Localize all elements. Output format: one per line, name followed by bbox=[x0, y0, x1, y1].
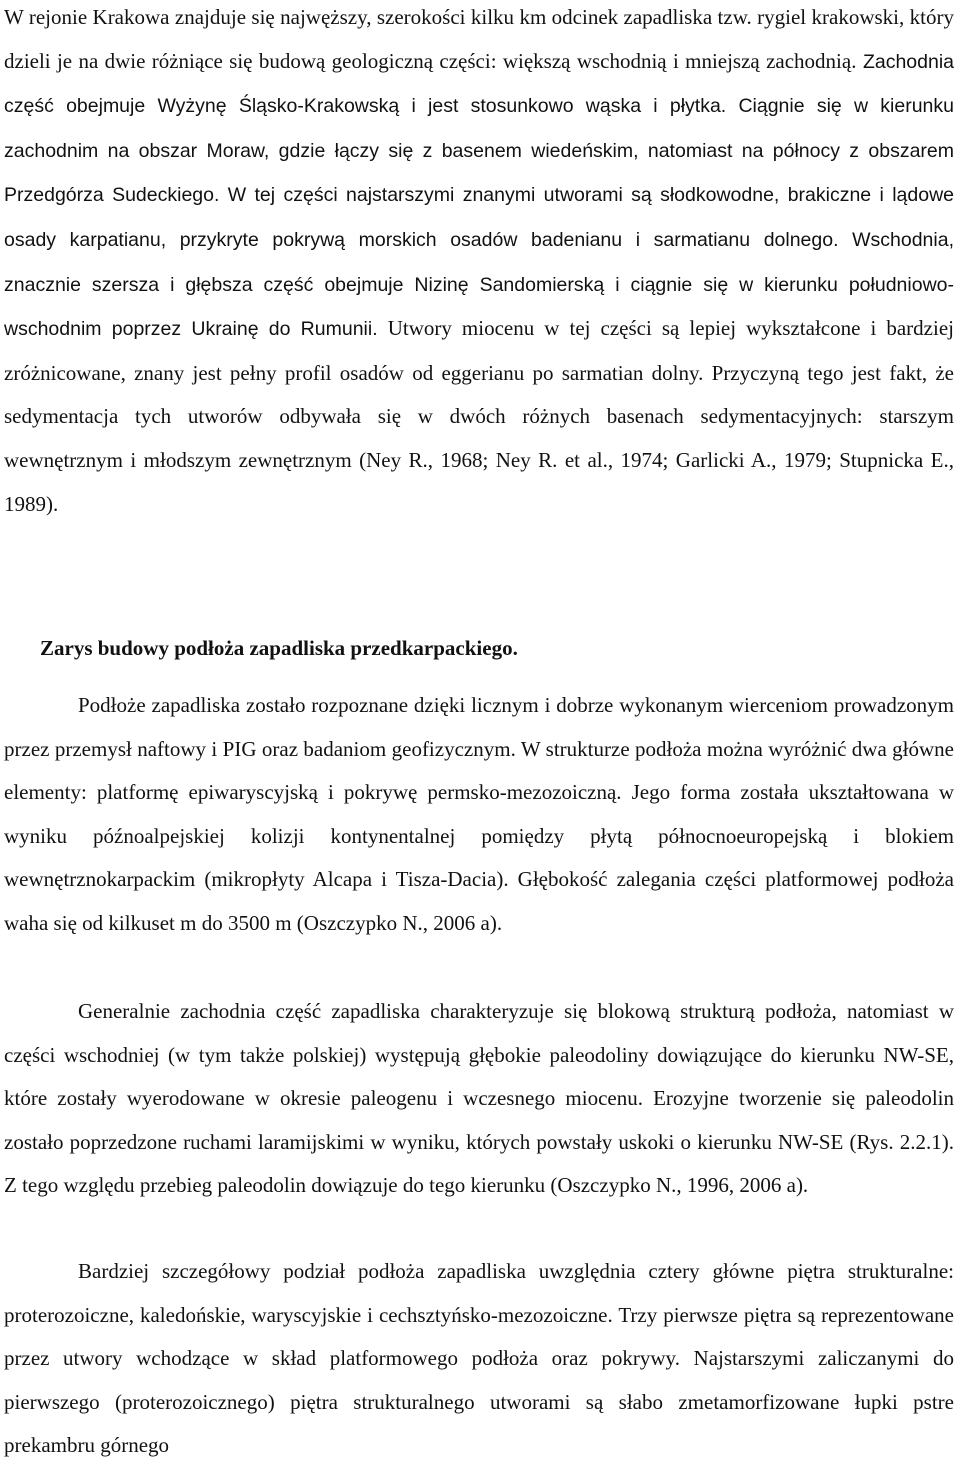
paragraph-text-sans: Zachodnia część obejmuje Wyżynę Śląsko-Krakowską i jest stosunkowo wąska i płytka. Ciągnie się w kierunku zachodnim na obszar Moraw, gdzie łączy się z basenem wiedeńskim, natomiast na północy z obszarem Przedgórza Sudeckiego. W tej części najstarszymi znanymi utworami są słodkowodne, brakiczne i lądowe osady karpatianu, przykryte pokrywą morskich osadów badenianu i sarmatianu dolnego. Wschodnia, znacznie szersza i głębsza część obejmuje Nizinę Sandomierską i ciągnie się w kierunku południowo-wschodnim poprzez Ukrainę do Rumunii. bbox=[4, 50, 955, 341]
paragraph-pietra-strukturalne bbox=[4, 1250, 954, 1468]
paragraph-podloze bbox=[4, 684, 954, 946]
section-heading: Zarys budowy podłoża zapadliska przedkarpackiego. bbox=[40, 636, 518, 660]
paragraph-text-serif: W rejonie Krakowa znajduje się najwęższy, szerokości kilku km odcinek zapadliska tzw. rygiel krakowski, który dzieli je na dwie różniące się budową geologiczną części: większą wschodnią i mniejszą zachodnią. bbox=[4, 5, 954, 73]
paragraph-rejon-krakowa bbox=[4, 0, 954, 526]
paragraph-text: Generalnie zachodnia część zapadliska charakteryzuje się blokową strukturą podłoża, natomiast w części wschodniej (w tym także polskiej) występują głębokie paleodoliny dowiązujące do kierunku NW-SE, które zostały wyerodowane w okresie paleogenu i wczesnego miocenu. Erozyjne tworzenie się paleodolin zostało poprzedzone ruchami laramijskimi w wyniku, których powstały uskoki o kierunku NW-SE (Rys. 2.2.1). Z tego względu przebieg paleodolin dowiązuje do tego kierunku (Oszczypko N., 1996, 2006 a). bbox=[4, 999, 954, 1198]
paragraph-text-serif-cont: Utwory miocenu w tej części są lepiej wykształcone i bardziej zróżnicowane, znany jest pełny profil osadów od eggerianu po sarmatian dolny. Przyczyną tego jest fakt, że sedymentacja tych utworów odbywała się w dwóch różnych basenach sedymentacyjnych: starszym wewnętrznym i młodszym zewnętrznym (Ney R., 1968; Ney R. et al., 1974; Garlicki A., 1979; Stupnicka E., 1989). bbox=[4, 316, 954, 516]
paragraph-paleodoliny bbox=[4, 990, 954, 1208]
paragraph-text: Podłoże zapadliska zostało rozpoznane dzięki licznym i dobrze wykonanym wierceniom prowadzonym przez przemysł naftowy i PIG oraz badaniom geofizycznym. W strukturze podłoża można wyróżnić dwa główne elementy: platformę epiwaryscyjską i pokrywę permsko-mezozoiczną. Jego forma została ukształtowana w wyniku późnoalpejskiej kolizji kontynentalnej pomiędzy płytą północnoeuropejską i blokiem wewnętrznokarpackim (mikropłyty Alcapa i Tisza-Dacia). Głębokość zalegania części platformowej podłoża waha się od kilkuset m do 3500 m (Oszczypko N., 2006 a). bbox=[4, 693, 954, 935]
paragraph-text: Bardziej szczegółowy podział podłoża zapadliska uwzględnia cztery główne piętra strukturalne: proterozoiczne, kaledońskie, waryscyjskie i cechsztyńsko-mezozoiczne. Trzy pierwsze piętra są reprezentowane przez utwory wchodzące w skład platformowego podłoża oraz pokrywy. Najstarszymi zaliczanymi do pierwszego (proterozoicznego) piętra strukturalnego utworami są słabo zmetamorfizowane łupki pstre prekambru górnego bbox=[4, 1259, 954, 1458]
